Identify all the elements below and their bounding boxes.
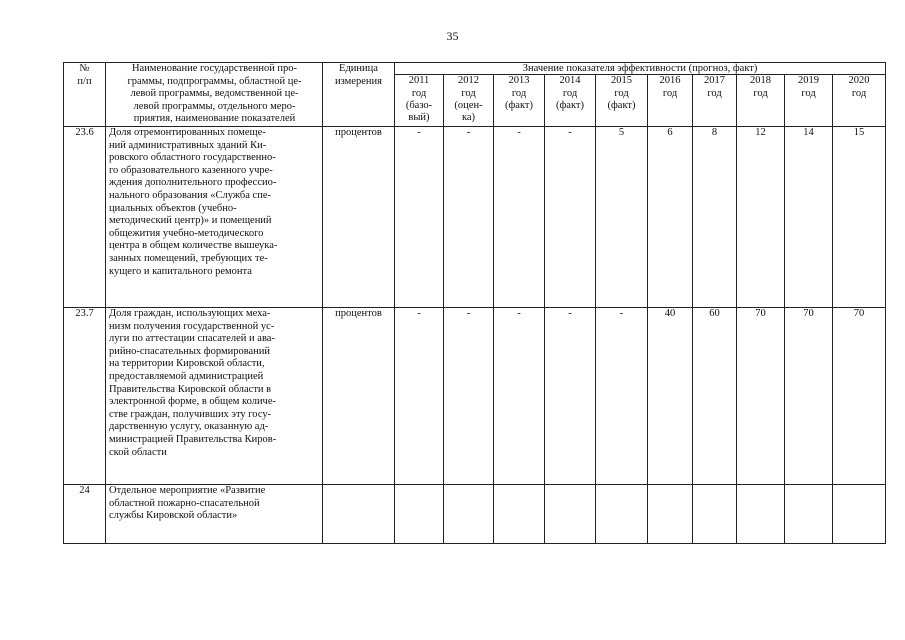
year-line: 2013 — [508, 75, 530, 87]
value-2017: 60 — [693, 307, 737, 484]
header-year-2020 — [833, 75, 886, 127]
indicator-name-line: го образовательного казенного учре- — [109, 164, 273, 176]
year-line: год — [801, 87, 816, 99]
header-year-2015 — [596, 75, 648, 127]
value-2019 — [785, 484, 833, 543]
indicator-name — [106, 126, 323, 307]
header-year-2013 — [494, 75, 545, 127]
header-name — [106, 63, 323, 127]
header-unit-line: измерения — [335, 75, 382, 87]
indicator-name-line: Доля граждан, использующих меха- — [109, 307, 271, 319]
header-num — [64, 63, 106, 127]
year-line: 2015 — [611, 75, 632, 87]
year-line: год — [662, 87, 678, 99]
indicator-name-line: ний административных зданий Ки- — [109, 139, 267, 151]
indicator-name-line: Правительства Кировской области в — [109, 383, 272, 395]
year-line: год — [411, 87, 427, 99]
header-year-2016 — [648, 75, 693, 127]
value-2017: 8 — [693, 126, 737, 307]
header-unit — [323, 63, 395, 127]
indicator-name-line: луги по аттестации спасателей и ава- — [109, 333, 275, 345]
value-2014: - — [545, 307, 596, 484]
indicator-name-line: нального образования «Служба спе- — [109, 189, 271, 201]
year-line: год — [707, 87, 722, 99]
value-2017 — [693, 484, 737, 543]
value-2015: 5 — [596, 126, 648, 307]
value-2011 — [395, 484, 444, 543]
year-line: год — [511, 87, 527, 99]
indicator-name-line: ской области — [109, 446, 167, 458]
header-year-2011 — [395, 75, 444, 127]
indicator-name-line: стве граждан, получивших эту госу- — [109, 408, 272, 420]
indicator-name-line: рийно-спасательных формирований — [109, 345, 271, 357]
year-line: вый) — [408, 112, 430, 124]
indicator-name-line: электронной форме, в общем количе- — [109, 396, 276, 408]
indicator-name-line: циальных объектов (учебно- — [109, 202, 237, 214]
year-line: 2018 — [750, 75, 771, 87]
indicator-name-line: методический центр)» и помещений — [109, 215, 272, 227]
value-2013: - — [494, 126, 545, 307]
table-row — [64, 126, 886, 307]
value-2013 — [494, 484, 545, 543]
row-number: 23.6 — [64, 126, 106, 307]
value-2014 — [545, 484, 596, 543]
indicator-name-line: ждения дополнительного профессио- — [109, 177, 277, 189]
header-num-line: п/п — [77, 75, 92, 87]
header-name-line: приятия, наименование показателей — [133, 113, 296, 125]
year-line: (оцен- — [454, 99, 483, 111]
indicator-name-line: министрацией Правительства Киров- — [109, 433, 277, 445]
indicator-name — [106, 307, 323, 484]
indicator-name-line: центра в общем количестве вышеука- — [109, 240, 278, 252]
value-2016: 6 — [648, 126, 693, 307]
indicator-name-line: на территории Кировской области, — [109, 358, 265, 370]
unit-cell: процентов — [323, 307, 395, 484]
indicator-name-line: кущего и капитального ремонта — [109, 265, 252, 277]
year-line: год — [753, 87, 768, 99]
header-year-2019 — [785, 75, 833, 127]
value-2012: - — [444, 307, 494, 484]
value-2014: - — [545, 126, 596, 307]
row-number: 23.7 — [64, 307, 106, 484]
value-2019: 70 — [785, 307, 833, 484]
value-2011: - — [395, 126, 444, 307]
header-year-2018 — [737, 75, 785, 127]
header-num-line: № — [79, 63, 90, 74]
year-line: год — [851, 87, 867, 99]
table-row — [64, 307, 886, 484]
year-line: ка) — [461, 112, 476, 124]
year-line: год — [562, 87, 578, 99]
page-number: 35 — [446, 29, 459, 43]
value-2018: 70 — [737, 307, 785, 484]
header-name-line: Наименование государственной про- — [131, 63, 298, 74]
indicator-name-line: службы Кировской области» — [109, 510, 238, 522]
value-2020: 15 — [833, 126, 886, 307]
indicator-name-line: дарственную услугу, оказанную ад- — [109, 421, 269, 433]
value-2015 — [596, 484, 648, 543]
header-year-2017 — [693, 75, 737, 127]
indicator-name-line: Доля отремонтированных помеще- — [109, 126, 266, 138]
year-line: 2019 — [798, 75, 819, 87]
year-line: (факт) — [555, 99, 584, 111]
row-number: 24 — [64, 484, 106, 543]
unit-cell: процентов — [323, 126, 395, 307]
header-name-line: граммы, подпрограммы, областной це- — [127, 75, 302, 87]
year-line: (базо- — [405, 99, 433, 111]
indicator-name-line: областной пожарно-спасательной — [109, 497, 260, 509]
indicator-name — [106, 484, 323, 543]
year-line: 2011 — [408, 75, 430, 87]
indicator-name-line: ровского областного государственно- — [109, 152, 276, 164]
year-line: 2020 — [848, 75, 870, 87]
header-name-line: левой программы, ведомственной це- — [130, 88, 299, 100]
value-2019: 14 — [785, 126, 833, 307]
value-2020 — [833, 484, 886, 543]
value-2012 — [444, 484, 494, 543]
indicators-table — [63, 62, 886, 544]
value-2012: - — [444, 126, 494, 307]
value-2013: - — [494, 307, 545, 484]
indicator-name-line: предоставляемой администрацией — [109, 370, 264, 382]
header-name-line: левой программы, отдельного меро- — [133, 100, 296, 112]
header-value-group: Значение показателя эффективности (прогноз, факт) — [395, 63, 886, 75]
year-line: 2014 — [559, 75, 581, 87]
year-line: (факт) — [607, 99, 636, 111]
indicator-name-line: общежития учебно-методического — [109, 227, 264, 239]
value-2011: - — [395, 307, 444, 484]
header-year-2014 — [545, 75, 596, 127]
value-2020: 70 — [833, 307, 886, 484]
header-row-1 — [64, 63, 886, 75]
year-line: 2017 — [704, 75, 725, 87]
unit-cell — [323, 484, 395, 543]
year-line: 2016 — [659, 75, 681, 87]
indicator-name-line: низм получения государственной ус- — [109, 320, 275, 332]
value-2016 — [648, 484, 693, 543]
header-year-2012 — [444, 75, 494, 127]
year-line: (факт) — [504, 99, 533, 111]
value-2018 — [737, 484, 785, 543]
indicator-name-line: занных помещений, требующих те- — [109, 252, 268, 264]
table-row — [64, 484, 886, 543]
value-2016: 40 — [648, 307, 693, 484]
indicator-name-line: Отдельное мероприятие «Развитие — [109, 484, 266, 496]
year-line: год — [461, 87, 476, 99]
value-2015: - — [596, 307, 648, 484]
year-line: год — [614, 87, 629, 99]
value-2018: 12 — [737, 126, 785, 307]
header-unit-line: Единица — [339, 63, 378, 74]
year-line: 2012 — [458, 75, 479, 87]
